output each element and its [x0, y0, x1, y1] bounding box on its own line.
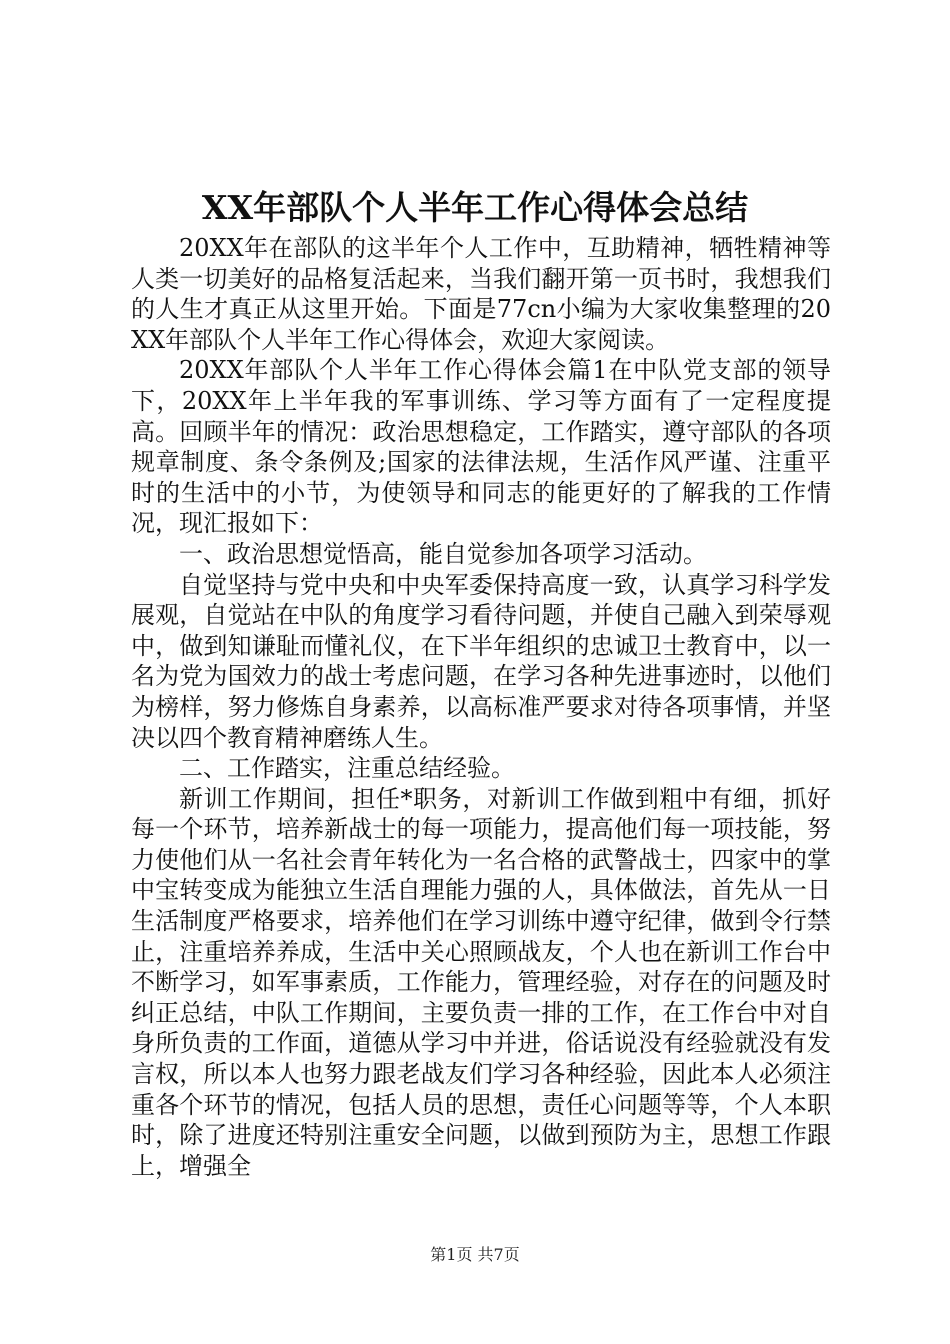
paragraph-intro: 20XX年在部队的这半年个人工作中，互助精神，牺牲精神等人类一切美好的品格复活起来，当我们翻开第一页书时，我想我们的人生才真正从这里开始。下面是77cn小编为大家收集整理的20XX年部队个人半年工作心得体会，欢迎大家阅读。: [131, 234, 831, 354]
page-footer: 第1页 共7页: [430, 1245, 520, 1264]
section-heading-1: 一、政治思想觉悟高，能自觉参加各项学习活动。: [179, 539, 707, 568]
document-title: XX年部队个人半年工作心得体会总结: [201, 188, 749, 227]
document-body: [131, 233, 831, 1181]
paragraph-part-1: 20XX年部队个人半年工作心得体会篇1在中队党支部的领导下，20XX年上半年我的军事训练、学习等方面有了一定程度提高。回顾半年的情况：政治思想稳定，工作踏实，遵守部队的各项规章制度、条令条例及;国家的法律法规，生活作风严谨、注重平时的生活中的小节，为使领导和同志的能更好的了解我的工作情况，现汇报如下：: [131, 356, 831, 538]
section-heading-2: 二、工作踏实，注重总结经验。: [179, 754, 515, 783]
paragraph-section-2: 新训工作期间，担任*职务，对新训工作做到粗中有细，抓好每一个环节，培养新战士的每一项能力，提高他们每一项技能，努力使他们从一名社会青年转化为一名合格的武警战士，四家中的掌中宝转变成为能独立生活自理能力强的人，具体做法，首先从一日生活制度严格要求，培养他们在学习训练中遵守纪律，做到令行禁止，注重培养养成，生活中关心照顾战友，个人也在新训工作台中不断学习，如军事素质，工作能力，管理经验，对存在的问题及时纠正总结，中队工作期间，主要负责一排的工作，在工作台中对自身所负责的工作面，道德从学习中并进，俗话说没有经验就没有发言权，所以本人也努力跟老战友们学习各种经验，因此本人必须注重各个环节的情况，包括人员的思想，责任心问题等等，个人本职时，除了进度还特别注重安全问题，以做到预防为主，思想工作跟上，增强全: [131, 784, 831, 1180]
paragraph-section-1: 自觉坚持与党中央和中央军委保持高度一致，认真学习科学发展观，自觉站在中队的角度学习看待问题，并使自己融入到荣辱观中，做到知谦耻而懂礼仪，在下半年组织的忠诚卫士教育中，以一名为党为国效力的战士考虑问题，在学习各种先进事迹时，以他们为榜样，努力修炼自身素养，以高标准严要求对待各项事情，并坚决以四个教育精神磨练人生。: [131, 570, 831, 752]
